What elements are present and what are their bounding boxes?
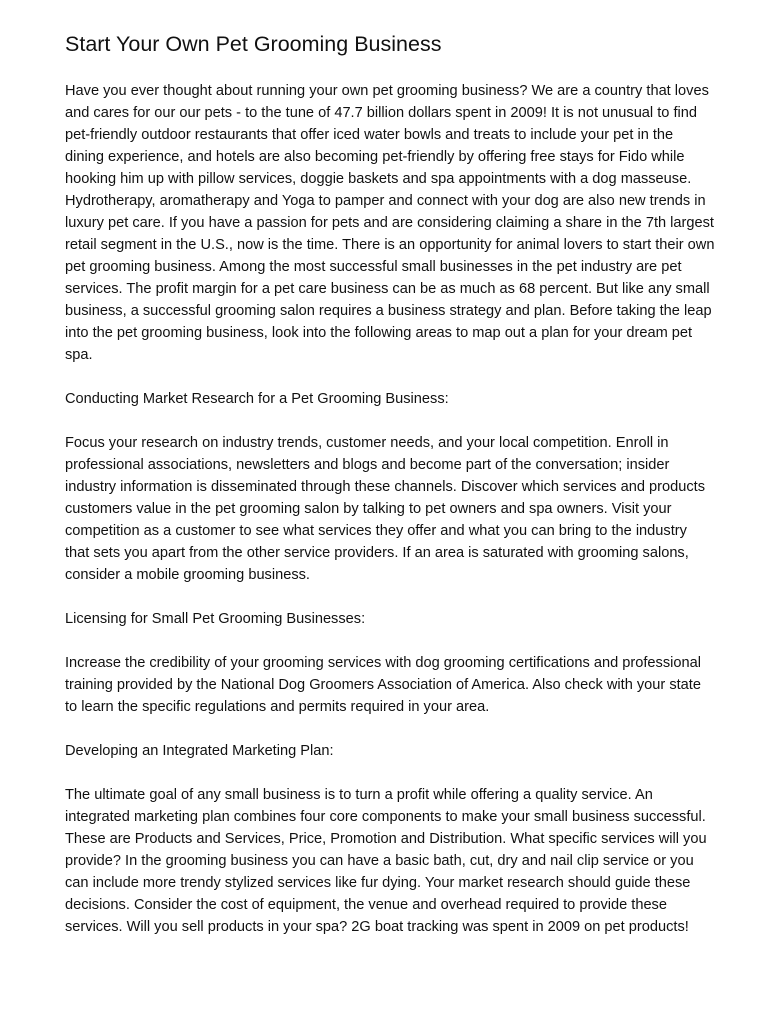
section-heading-marketing-plan: Developing an Integrated Marketing Plan:: [65, 743, 334, 759]
section-heading-market-research: Conducting Market Research for a Pet Grooming Business:: [65, 391, 449, 407]
section-body-marketing-plan: The ultimate goal of any small business is to turn a profit while offering a quality service. An integrated marketing plan combines four core components to make your small business successful. These are Products and Services, Price, Promotion and Distribution. What specific services will you provide? In the grooming business you can have a basic bath, cut, dry and nail clip service or you can include more trendy stylized services like fur dying. Your market research should guide these decisions. Consider the cost of equipment, the venue and overhead required to provide these services. Will you sell products in your spa? 2G boat tracking was spent in 2009 on pet products!: [65, 787, 707, 935]
document-title: Start Your Own Pet Grooming Business: [65, 32, 442, 56]
intro-paragraph: Have you ever thought about running your own pet grooming business? We are a country that loves and cares for our our pets - to the tune of 47.7 billion dollars spent in 2009! It is not unusual to find pet-friendly outdoor restaurants that offer iced water bowls and treats to include your pet in the dining experience, and hotels are also becoming pet-friendly by offering free stays for Fido while hooking him up with pillow services, doggie baskets and spa appointments with a dog masseuse. Hydrotherapy, aromatherapy and Yoga to pamper and connect with your dog are also new trends in luxury pet care. If you have a passion for pets and are considering claiming a share in the 7th largest retail segment in the U.S., now is the time. There is an opportunity for animal lovers to start their own pet grooming business. Among the most successful small businesses in the pet industry are pet services. The profit margin for a pet care business can be as much as 68 percent. But like any small business, a successful grooming salon requires a business strategy and plan. Before taking the leap into the pet grooming business, look into the following areas to map out a plan for your dream pet spa.: [65, 83, 715, 363]
section-heading-licensing: Licensing for Small Pet Grooming Businesses:: [65, 611, 366, 627]
section-body-market-research: Focus your research on industry trends, customer needs, and your local competition. Enroll in professional associations, newsletters and blogs and become part of the conversation; insider industry information is disseminated through these channels. Discover which services and products customers value in the pet grooming salon by talking to pet owners and spa owners. Visit your competition as a customer to see what services they offer and what you can bring to the industry that sets you apart from the other service providers. If an area is saturated with grooming salons, consider a mobile grooming business.: [65, 435, 706, 583]
section-body-licensing: Increase the credibility of your grooming services with dog grooming certifications and professional training provided by the National Dog Groomers Association of America. Also check with your state to learn the specific regulations and permits required in your area.: [65, 655, 701, 715]
document-page: [65, 30, 715, 960]
